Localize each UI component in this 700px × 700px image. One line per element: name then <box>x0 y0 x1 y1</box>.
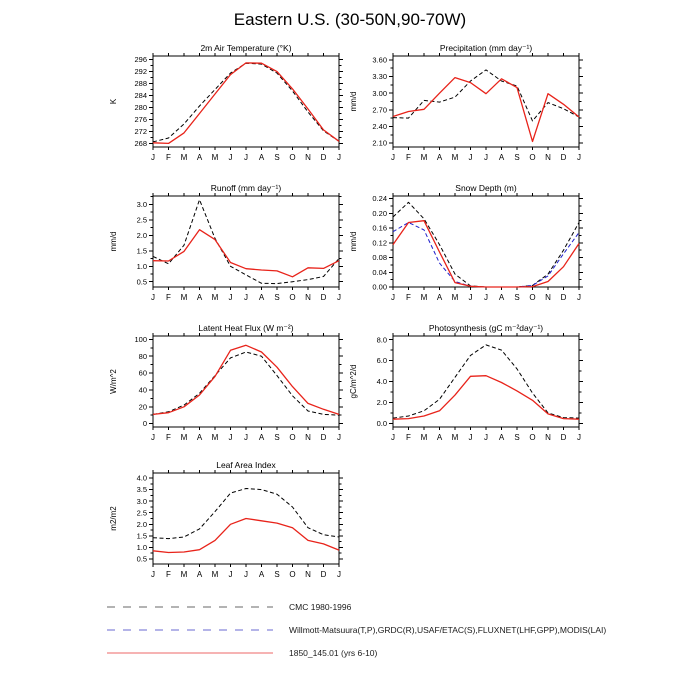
svg-text:3.5: 3.5 <box>136 485 147 495</box>
svg-text:1.0: 1.0 <box>136 261 147 271</box>
svg-text:N: N <box>305 293 311 302</box>
svg-text:J: J <box>244 433 248 442</box>
svg-text:8.0: 8.0 <box>376 335 387 345</box>
svg-text:O: O <box>529 153 536 162</box>
chart-canvas-air-temperature <box>105 42 355 172</box>
svg-text:20: 20 <box>138 402 147 412</box>
svg-text:0.24: 0.24 <box>372 194 387 204</box>
svg-text:1.5: 1.5 <box>136 246 147 256</box>
svg-text:2.0: 2.0 <box>136 519 147 529</box>
svg-text:F: F <box>166 570 171 579</box>
svg-text:F: F <box>166 153 171 162</box>
svg-text:0.12: 0.12 <box>372 238 387 248</box>
svg-text:J: J <box>577 433 581 442</box>
svg-text:O: O <box>289 570 296 579</box>
svg-text:J: J <box>228 153 233 162</box>
svg-text:O: O <box>529 433 536 442</box>
svg-text:O: O <box>289 293 296 302</box>
legend-label-observations: Willmott-Matsuura(T,P),GRDC(R),USAF/ETAC(S),FLUXNET(LHF,GPP),MODIS(LAI) <box>289 625 607 635</box>
svg-text:2m Air Temperature (°K): 2m Air Temperature (°K) <box>200 43 292 53</box>
svg-text:N: N <box>305 433 311 442</box>
chart-latent-heat-flux <box>105 322 355 457</box>
svg-text:J: J <box>391 293 395 302</box>
svg-text:A: A <box>258 570 265 579</box>
legend-item-cmc <box>107 601 606 613</box>
svg-text:M: M <box>420 293 428 302</box>
svg-text:M: M <box>211 570 219 579</box>
svg-text:0.20: 0.20 <box>372 208 387 218</box>
svg-text:A: A <box>498 293 505 302</box>
svg-text:O: O <box>289 153 296 162</box>
legend <box>107 601 606 670</box>
svg-text:0.0: 0.0 <box>376 418 387 428</box>
svg-text:J: J <box>228 570 233 579</box>
svg-text:F: F <box>166 433 171 442</box>
legend-item-observations <box>107 624 606 636</box>
svg-text:J: J <box>577 293 581 302</box>
svg-text:288: 288 <box>134 79 147 89</box>
svg-text:D: D <box>560 153 567 162</box>
svg-text:A: A <box>258 433 265 442</box>
svg-text:N: N <box>545 433 551 442</box>
svg-text:O: O <box>529 293 536 302</box>
svg-text:6.0: 6.0 <box>376 356 387 366</box>
svg-text:Latent Heat Flux (W m⁻²): Latent Heat Flux (W m⁻²) <box>198 323 294 333</box>
chart-canvas-runoff <box>105 182 355 312</box>
svg-text:A: A <box>196 433 203 442</box>
svg-text:N: N <box>545 153 551 162</box>
svg-text:A: A <box>258 293 265 302</box>
svg-text:J: J <box>468 293 473 302</box>
svg-text:0.16: 0.16 <box>372 223 387 233</box>
legend-line-red-solid-icon <box>107 648 277 658</box>
svg-text:S: S <box>274 570 280 579</box>
svg-text:J: J <box>468 153 473 162</box>
svg-text:268: 268 <box>134 139 147 149</box>
svg-text:mm/d: mm/d <box>349 91 358 112</box>
svg-text:D: D <box>560 293 567 302</box>
chart-canvas-precipitation <box>345 42 595 172</box>
svg-text:J: J <box>337 570 341 579</box>
chart-canvas-latent-heat-flux <box>105 322 355 452</box>
svg-text:2.0: 2.0 <box>376 398 387 408</box>
svg-text:M: M <box>420 433 428 442</box>
svg-text:S: S <box>274 433 280 442</box>
svg-text:N: N <box>305 570 311 579</box>
svg-text:A: A <box>498 153 505 162</box>
svg-text:2.5: 2.5 <box>136 508 147 518</box>
legend-line-blue-dashed-icon <box>107 625 277 635</box>
svg-text:M: M <box>211 293 219 302</box>
svg-text:0.08: 0.08 <box>372 253 387 263</box>
svg-text:M: M <box>211 433 219 442</box>
svg-text:J: J <box>151 153 155 162</box>
svg-text:A: A <box>436 293 443 302</box>
chart-canvas-photosynthesis <box>345 322 595 452</box>
svg-text:J: J <box>151 293 155 302</box>
svg-text:A: A <box>196 153 203 162</box>
figure-title: Eastern U.S. (30-50N,90-70W) <box>233 10 467 29</box>
svg-text:Snow Depth (m): Snow Depth (m) <box>455 183 517 193</box>
svg-text:J: J <box>244 293 248 302</box>
svg-text:40: 40 <box>138 385 147 395</box>
svg-text:gC/m^2/d: gC/m^2/d <box>349 364 358 399</box>
svg-text:D: D <box>320 570 327 579</box>
svg-text:S: S <box>514 153 520 162</box>
svg-text:J: J <box>484 433 488 442</box>
svg-text:2.40: 2.40 <box>372 122 387 132</box>
svg-text:280: 280 <box>134 103 147 113</box>
svg-text:S: S <box>274 153 280 162</box>
svg-text:W/m^2: W/m^2 <box>109 369 118 394</box>
svg-text:296: 296 <box>134 55 147 65</box>
svg-text:D: D <box>320 293 327 302</box>
svg-text:0.5: 0.5 <box>136 554 147 564</box>
chart-photosynthesis <box>345 322 595 457</box>
svg-text:A: A <box>436 433 443 442</box>
svg-text:2.70: 2.70 <box>372 105 387 115</box>
svg-text:J: J <box>337 433 341 442</box>
svg-text:2.0: 2.0 <box>136 230 147 240</box>
svg-text:0: 0 <box>142 419 147 429</box>
svg-text:A: A <box>196 570 203 579</box>
svg-text:0.04: 0.04 <box>372 267 387 277</box>
svg-text:M: M <box>451 433 459 442</box>
svg-text:3.0: 3.0 <box>136 496 147 506</box>
svg-text:M: M <box>180 153 188 162</box>
svg-text:J: J <box>337 153 341 162</box>
svg-text:J: J <box>228 433 233 442</box>
svg-text:F: F <box>406 153 411 162</box>
svg-text:80: 80 <box>138 351 147 361</box>
svg-text:J: J <box>244 570 248 579</box>
chart-precipitation <box>345 42 595 177</box>
svg-text:J: J <box>151 433 155 442</box>
legend-label-model-run: 1850_145.01 (yrs 6-10) <box>289 648 378 658</box>
svg-text:A: A <box>196 293 203 302</box>
svg-text:100: 100 <box>134 334 147 344</box>
chart-2m-air-temperature <box>105 42 355 177</box>
legend-label-cmc: CMC 1980-1996 <box>289 602 352 612</box>
svg-text:mm/d: mm/d <box>109 231 118 252</box>
svg-text:M: M <box>451 153 459 162</box>
svg-text:J: J <box>337 293 341 302</box>
legend-item-model-run <box>107 647 606 659</box>
svg-text:A: A <box>436 153 443 162</box>
svg-text:Runoff (mm day⁻¹): Runoff (mm day⁻¹) <box>210 183 282 193</box>
svg-text:J: J <box>151 570 155 579</box>
svg-text:Leaf Area Index: Leaf Area Index <box>216 460 276 470</box>
svg-text:Precipitation (mm day⁻¹): Precipitation (mm day⁻¹) <box>439 43 533 53</box>
chart-leaf-area-index <box>105 459 355 594</box>
svg-text:J: J <box>391 433 395 442</box>
svg-text:J: J <box>484 153 488 162</box>
svg-text:1.5: 1.5 <box>136 531 147 541</box>
svg-text:F: F <box>406 293 411 302</box>
chart-runoff <box>105 182 355 317</box>
svg-text:A: A <box>258 153 265 162</box>
svg-text:A: A <box>498 433 505 442</box>
svg-text:S: S <box>274 293 280 302</box>
svg-text:M: M <box>451 293 459 302</box>
svg-text:mm/d: mm/d <box>349 231 358 252</box>
svg-text:0.5: 0.5 <box>136 277 147 287</box>
svg-text:J: J <box>577 153 581 162</box>
svg-text:D: D <box>560 433 567 442</box>
svg-text:F: F <box>166 293 171 302</box>
svg-text:O: O <box>289 433 296 442</box>
svg-text:2.10: 2.10 <box>372 138 387 148</box>
svg-text:3.30: 3.30 <box>372 72 387 82</box>
svg-text:J: J <box>484 293 488 302</box>
svg-text:4.0: 4.0 <box>136 473 147 483</box>
svg-text:4.0: 4.0 <box>376 377 387 387</box>
svg-text:272: 272 <box>134 127 147 137</box>
svg-text:m2/m2: m2/m2 <box>109 506 118 531</box>
svg-text:F: F <box>406 433 411 442</box>
svg-text:J: J <box>468 433 473 442</box>
svg-text:N: N <box>305 153 311 162</box>
svg-text:1.0: 1.0 <box>136 542 147 552</box>
svg-text:3.00: 3.00 <box>372 88 387 98</box>
svg-text:M: M <box>180 433 188 442</box>
svg-text:J: J <box>391 153 395 162</box>
chart-snow-depth <box>345 182 595 317</box>
svg-text:S: S <box>514 293 520 302</box>
chart-canvas-snow-depth <box>345 182 595 312</box>
legend-line-gray-dashed-icon <box>107 602 277 612</box>
svg-text:J: J <box>228 293 233 302</box>
svg-text:M: M <box>211 153 219 162</box>
svg-text:3.0: 3.0 <box>136 199 147 209</box>
svg-text:K: K <box>109 98 118 105</box>
svg-text:2.5: 2.5 <box>136 215 147 225</box>
svg-text:M: M <box>180 570 188 579</box>
chart-canvas-leaf-area-index <box>105 459 355 589</box>
svg-text:S: S <box>514 433 520 442</box>
svg-text:D: D <box>320 153 327 162</box>
svg-text:0.00: 0.00 <box>372 282 387 292</box>
svg-text:60: 60 <box>138 368 147 378</box>
svg-text:D: D <box>320 433 327 442</box>
svg-text:M: M <box>180 293 188 302</box>
svg-text:292: 292 <box>134 67 147 77</box>
svg-text:M: M <box>420 153 428 162</box>
svg-text:276: 276 <box>134 115 147 125</box>
svg-text:284: 284 <box>134 91 147 101</box>
svg-text:N: N <box>545 293 551 302</box>
svg-text:J: J <box>244 153 248 162</box>
svg-text:Photosynthesis (gC m⁻²day⁻¹): Photosynthesis (gC m⁻²day⁻¹) <box>428 323 544 333</box>
svg-text:3.60: 3.60 <box>372 55 387 65</box>
